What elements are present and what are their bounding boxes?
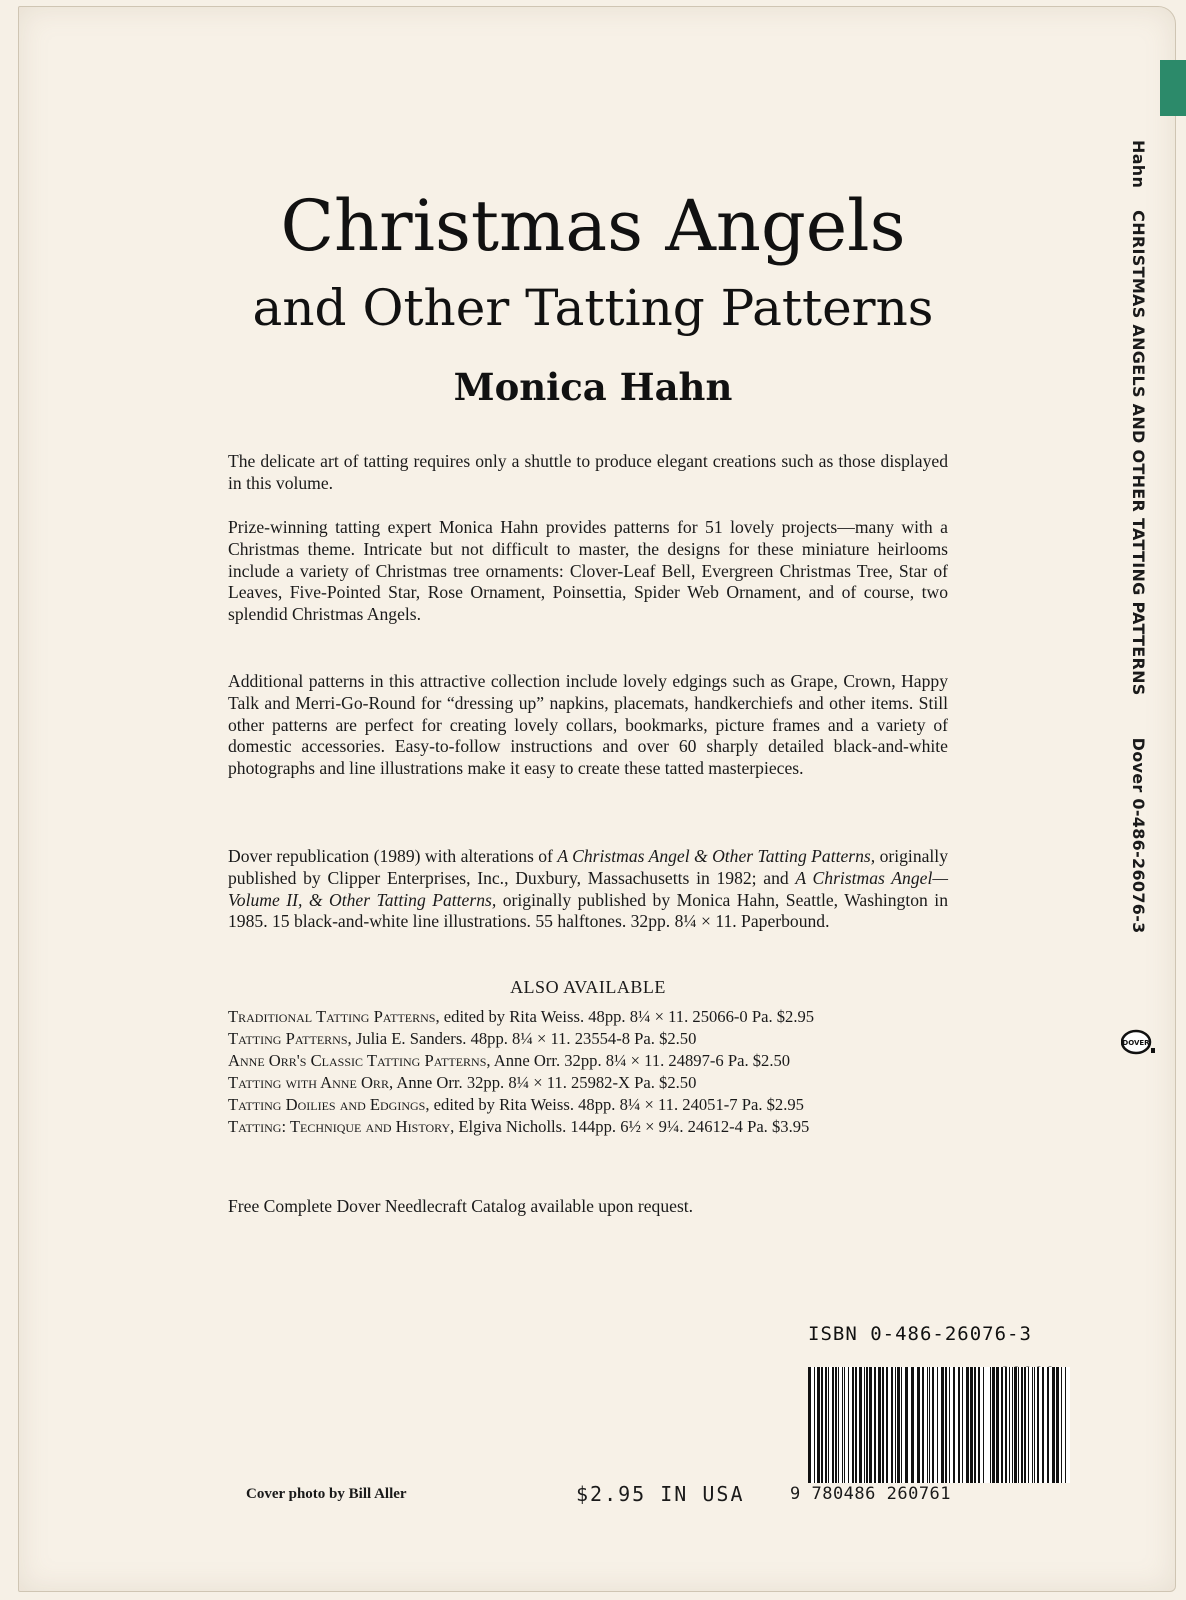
barcode-bar bbox=[1014, 1367, 1017, 1483]
barcode-bar bbox=[852, 1367, 854, 1483]
barcode-bar bbox=[1032, 1367, 1033, 1483]
barcode-bar bbox=[1065, 1367, 1066, 1483]
barcode-bar bbox=[911, 1367, 914, 1483]
barcode-bar bbox=[978, 1367, 980, 1483]
barcode-addon-bars bbox=[990, 1367, 1070, 1483]
barcode-bar bbox=[974, 1367, 976, 1483]
barcode-bar bbox=[859, 1367, 862, 1483]
related-details: , Julia E. Sanders. 48pp. 8¼ × 11. 23554-8 Pa. $2.50 bbox=[347, 1029, 697, 1048]
barcode-bar bbox=[825, 1367, 827, 1483]
barcode-bar bbox=[990, 1367, 991, 1483]
barcode-bar bbox=[808, 1367, 811, 1483]
barcode-bar bbox=[848, 1367, 849, 1483]
barcode-bar bbox=[844, 1367, 845, 1483]
book-title: Christmas Angels bbox=[280, 185, 906, 267]
barcode-bar bbox=[855, 1367, 857, 1483]
barcode-bar bbox=[1056, 1367, 1059, 1483]
spine-text bbox=[1129, 140, 1148, 934]
barcode-bar bbox=[891, 1367, 893, 1483]
barcode-bar bbox=[1042, 1367, 1044, 1483]
dover-logo bbox=[1121, 1028, 1157, 1056]
spine-color-tab bbox=[1160, 60, 1186, 116]
also-available-list bbox=[228, 1006, 953, 1138]
barcode-bar bbox=[838, 1367, 839, 1483]
related-details: , Anne Orr. 32pp. 8¼ × 11. 24897-6 Pa. $2.50 bbox=[486, 1051, 791, 1070]
description-paragraph-3: Additional patterns in this attractive collection include lovely edgings such as Grape, Crown, Happy Talk and Merri-Go-Round for “dressing up” napkins, placemats, handkerchiefs and other items. Still other patterns are perfect for creating lovely collars, bookmarks, picture frames and a variety of domestic accessories. Easy-to-follow instructions and over 60 sharply detailed black-and-white photographs and line illustrations make it easy to create these tatted masterpieces. bbox=[228, 671, 948, 779]
barcode-bar bbox=[922, 1367, 924, 1483]
list-item bbox=[228, 1028, 953, 1050]
barcode-bar bbox=[866, 1367, 868, 1483]
barcode-bar bbox=[1037, 1367, 1039, 1483]
barcode-bar bbox=[1061, 1367, 1062, 1483]
original-title-1: A Christmas Angel & Other Tatting Patterns, bbox=[557, 846, 876, 866]
cover-photo-credit: Cover photo by Bill Aller bbox=[246, 1486, 407, 1502]
barcode-bar bbox=[874, 1367, 876, 1483]
barcode-main-bars bbox=[808, 1367, 986, 1483]
barcode-bar bbox=[814, 1367, 815, 1483]
isbn-label: ISBN 0-486-26076-3 bbox=[808, 1323, 1032, 1345]
list-item bbox=[228, 1050, 953, 1072]
barcode-bar bbox=[945, 1367, 947, 1483]
related-title: Traditional Tatting Patterns bbox=[228, 1007, 436, 1026]
description-paragraph-1: The delicate art of tatting requires only a shuttle to produce elegant creations such as those displayed in this volume. bbox=[228, 451, 948, 493]
barcode-bar bbox=[937, 1367, 938, 1483]
barcode-bar bbox=[996, 1367, 999, 1483]
barcode-bar bbox=[1047, 1367, 1049, 1483]
publication-note-text: Dover republication (1989) with alterations of bbox=[228, 846, 558, 866]
barcode-bar bbox=[1052, 1367, 1055, 1483]
barcode-bar bbox=[953, 1367, 955, 1483]
list-item bbox=[228, 1006, 953, 1028]
barcode-bar bbox=[878, 1367, 881, 1483]
barcode-bar bbox=[1034, 1367, 1035, 1483]
barcode-bar bbox=[1009, 1367, 1010, 1483]
barcode-bar bbox=[821, 1367, 823, 1483]
barcode-bar bbox=[869, 1367, 872, 1483]
related-title: Anne Orr's Classic Tatting Patterns bbox=[228, 1051, 487, 1070]
list-item bbox=[228, 1072, 953, 1094]
barcode-bar bbox=[1024, 1367, 1026, 1483]
barcode-bar bbox=[917, 1367, 920, 1483]
barcode-bar bbox=[905, 1367, 908, 1483]
barcode-bar bbox=[882, 1367, 884, 1483]
barcode-bar bbox=[962, 1367, 963, 1483]
barcode-bar bbox=[949, 1367, 950, 1483]
related-details: , Elgiva Nicholls. 144pp. 6½ × 9¼. 24612-4 Pa. $3.95 bbox=[450, 1117, 810, 1136]
barcode-bar bbox=[897, 1367, 900, 1483]
publication-note-text: originally published by Monica Hahn, Seattle, Washington in 1985. 15 black-and-white line illustrations. 55 halftones. 32pp. 8¼ × 11. Paperbound. bbox=[228, 889, 948, 932]
related-title: Tatting Patterns bbox=[228, 1029, 348, 1048]
related-title: Tatting: Technique and History bbox=[228, 1117, 451, 1136]
barcode-bar bbox=[1005, 1367, 1007, 1483]
barcode-bar bbox=[929, 1367, 930, 1483]
barcode-bar bbox=[970, 1367, 973, 1483]
barcode-bar bbox=[835, 1367, 837, 1483]
description-paragraph-2: Prize-winning tatting expert Monica Hahn provides patterns for 51 lovely projects—many with a Christmas theme. Intricate but not difficult to master, the designs for these miniature heirlooms include a variety of Christmas tree ornaments: Clover-Leaf Bell, Evergreen Christmas Tree, Star of Leaves, Five-Pointed Star, Rose Ornament, Poinsettia, Spider Web Ornament, and of course, two splendid Christmas Angels. bbox=[228, 517, 948, 625]
related-details: , Anne Orr. 32pp. 8¼ × 11. 25982-X Pa. $2.50 bbox=[388, 1073, 697, 1092]
catalog-note: Free Complete Dover Needlecraft Catalog available upon request. bbox=[228, 1196, 694, 1216]
barcode-bar bbox=[842, 1367, 843, 1483]
related-details: , edited by Rita Weiss. 48pp. 8¼ × 11. 25066-0 Pa. $2.95 bbox=[435, 1007, 815, 1026]
barcode-bar bbox=[1028, 1367, 1029, 1483]
barcode-bar bbox=[1012, 1367, 1013, 1483]
barcode-bar bbox=[932, 1367, 934, 1483]
barcode-bar bbox=[958, 1367, 960, 1483]
spine-isbn: Dover 0-486-26076-3 bbox=[1129, 737, 1148, 934]
barcode-bar bbox=[901, 1367, 902, 1483]
price: $2.95 IN USA bbox=[576, 1482, 745, 1506]
list-item bbox=[228, 1094, 953, 1116]
related-title: Tatting Doilies and Edgings bbox=[228, 1095, 426, 1114]
spine-title: CHRISTMAS ANGELS AND OTHER TATTING PATTERNS bbox=[1129, 210, 1148, 696]
barcode-bar bbox=[992, 1367, 995, 1483]
barcode-bar bbox=[927, 1367, 928, 1483]
barcode-bar bbox=[966, 1367, 969, 1483]
book-subtitle: and Other Tatting Patterns bbox=[252, 279, 934, 337]
barcode-bar bbox=[1001, 1367, 1003, 1483]
barcode-bar bbox=[864, 1367, 865, 1483]
related-title: Tatting with Anne Orr bbox=[228, 1073, 389, 1092]
barcode-bar bbox=[886, 1367, 888, 1483]
related-details: , edited by Rita Weiss. 48pp. 8¼ × 11. 24051-7 Pa. $2.95 bbox=[425, 1095, 804, 1114]
original-title-2: A Christmas Angel—Volume II, & Other Tatting Patterns, bbox=[228, 867, 948, 910]
barcode-bar bbox=[1018, 1367, 1019, 1483]
barcode bbox=[808, 1367, 1070, 1483]
also-available-heading: ALSO AVAILABLE bbox=[510, 977, 666, 997]
barcode-bar bbox=[941, 1367, 944, 1483]
publication-note-text: originally published by Clipper Enterprises, Inc., Duxbury, Massachusetts in 1982; and bbox=[228, 846, 948, 888]
barcode-bar bbox=[1021, 1367, 1023, 1483]
barcode-bar bbox=[817, 1367, 820, 1483]
barcode-bar bbox=[832, 1367, 834, 1483]
barcode-ean-number: 9 780486 260761 bbox=[790, 1484, 952, 1504]
spine-author: Hahn bbox=[1129, 140, 1148, 189]
book-author: Monica Hahn bbox=[453, 365, 733, 409]
publication-note bbox=[228, 846, 948, 933]
list-item bbox=[228, 1116, 953, 1138]
barcode-bar bbox=[895, 1367, 896, 1483]
dover-logo-text: DOVER bbox=[1122, 1039, 1150, 1047]
barcode-bar bbox=[983, 1367, 984, 1483]
barcode-bar bbox=[828, 1367, 829, 1483]
